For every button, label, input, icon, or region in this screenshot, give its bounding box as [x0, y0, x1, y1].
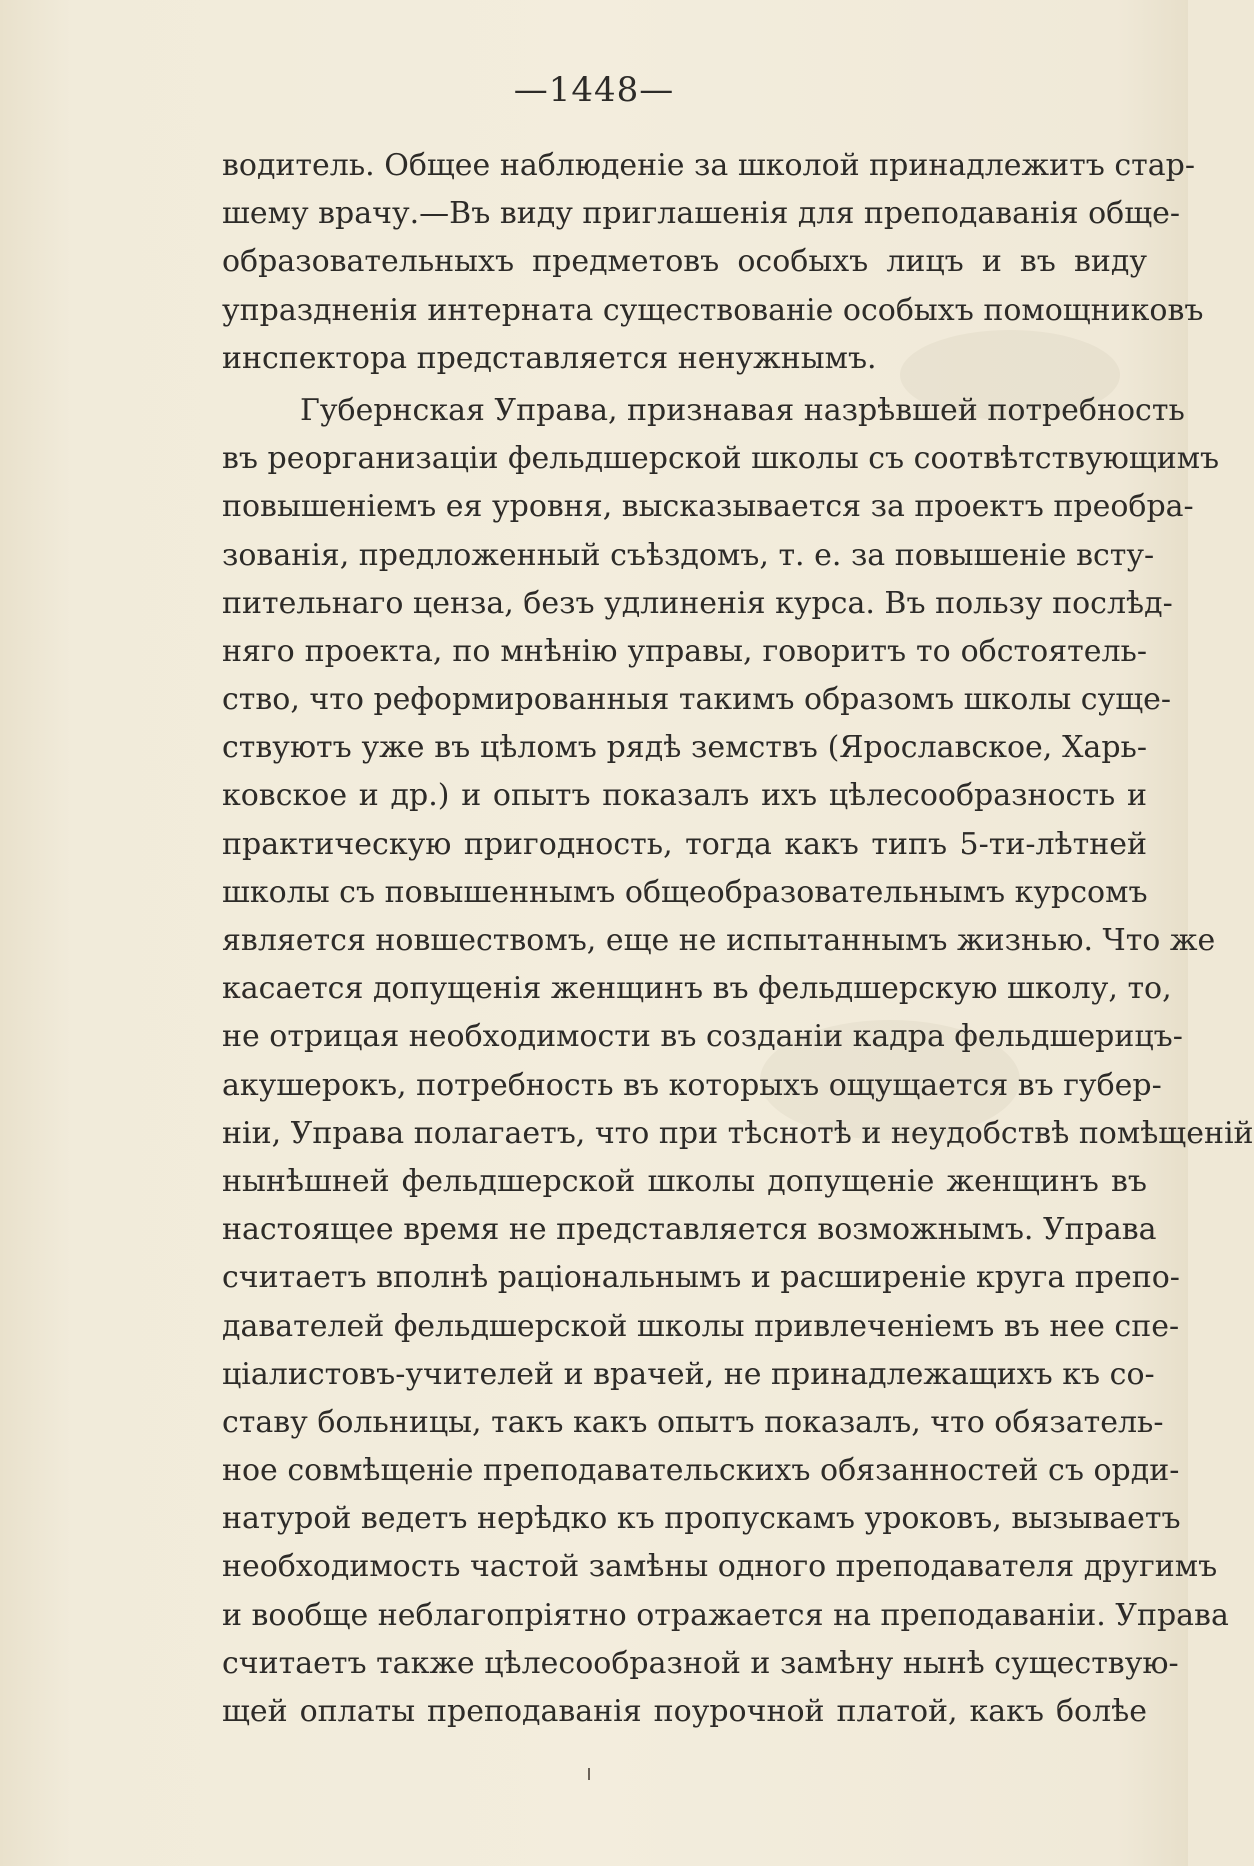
text-line: щей оплаты преподаванія поурочной платой, какъ болѣе	[222, 1694, 1147, 1729]
text-line: няго проекта, по мнѣнію управы, говоритъ то обстоятель-	[222, 633, 1147, 669]
text-line: шему врачу.—Въ виду приглашенія для преподаванія обще-	[222, 196, 1181, 232]
text-line: считаетъ также цѣлесообразной и замѣну нынѣ существую-	[222, 1645, 1179, 1681]
text-line: водитель. Общее наблюденіе за школой принадлежитъ стар-	[222, 148, 1195, 183]
body-text	[222, 142, 1254, 1736]
text-line: Губернская Управа, признавая назрѣвшей потребность	[300, 392, 1185, 428]
text-line: образовательныхъ предметовъ особыхъ лицъ и въ виду	[222, 244, 1147, 280]
text-line: упраздненія интерната существованіе особыхъ помощниковъ	[222, 292, 1204, 328]
text-line: необходимость частой замѣны одного преподавателя другимъ	[222, 1549, 1218, 1585]
text-line: является новшествомъ, еще не испытаннымъ жизнью. Что же	[222, 923, 1216, 958]
text-line: ніи, Управа полагаетъ, что при тѣснотѣ и неудобствѣ помѣщеній	[222, 1115, 1254, 1151]
page-number: —1448—	[513, 70, 675, 110]
text-line: и вообще неблагопріятно отражается на преподаваніи. Управа	[222, 1597, 1229, 1633]
text-line: ное совмѣщеніе преподавательскихъ обязанностей съ орди-	[222, 1453, 1180, 1489]
text-line: не отрицая необходимости въ созданіи кадра фельдшерицъ-	[222, 1019, 1183, 1055]
text-line: настоящее время не представляется возможнымъ. Управа	[222, 1212, 1157, 1248]
text-line: ставу больницы, такъ какъ опытъ показалъ, что обязатель-	[222, 1404, 1164, 1440]
text-line: ціалистовъ-учителей и врачей, не принадлежащихъ къ со-	[222, 1356, 1155, 1392]
paragraph-2	[222, 387, 1254, 1736]
text-line: давателей фельдшерской школы привлеченіемъ въ нее спе-	[222, 1308, 1180, 1344]
text-line: въ реорганизаціи фельдшерской школы съ соотвѣтствующимъ	[222, 441, 1220, 477]
text-line: нынѣшней фельдшерской школы допущеніе женщинъ въ	[222, 1163, 1147, 1199]
text-line: ство, что реформированныя такимъ образомъ школы суще-	[222, 682, 1172, 718]
text-line: акушерокъ, потребность въ которыхъ ощущается въ губер-	[222, 1067, 1162, 1103]
text-line: считаетъ вполнѣ раціональнымъ и расширеніе круга препо-	[222, 1260, 1180, 1296]
text-line: повышеніемъ ея уровня, высказывается за проектъ преобра-	[222, 489, 1194, 525]
paragraph-1	[222, 142, 1204, 383]
text-line: ствуютъ уже въ цѣломъ рядѣ земствъ (Ярославское, Харь-	[222, 730, 1147, 766]
text-line: практическую пригодность, тогда какъ типъ 5-ти-лѣтней	[222, 826, 1147, 862]
text-line: пительнаго ценза, безъ удлиненія курса. Въ пользу послѣд-	[222, 585, 1173, 621]
text-line: инспектора представляется ненужнымъ.	[222, 340, 877, 376]
text-line: натурой ведетъ нерѣдко къ пропускамъ уроковъ, вызываетъ	[222, 1501, 1181, 1537]
text-line: зованія, предложенный съѣздомъ, т. е. за повышеніе всту-	[222, 537, 1155, 573]
text-line: касается допущенія женщинъ въ фельдшерскую школу, то,	[222, 971, 1172, 1007]
text-line: школы съ повышеннымъ общеобразовательнымъ курсомъ	[222, 874, 1148, 910]
text-line: ковское и др.) и опытъ показалъ ихъ цѣлесообразность и	[222, 778, 1147, 814]
ink-mark	[588, 1768, 590, 1780]
